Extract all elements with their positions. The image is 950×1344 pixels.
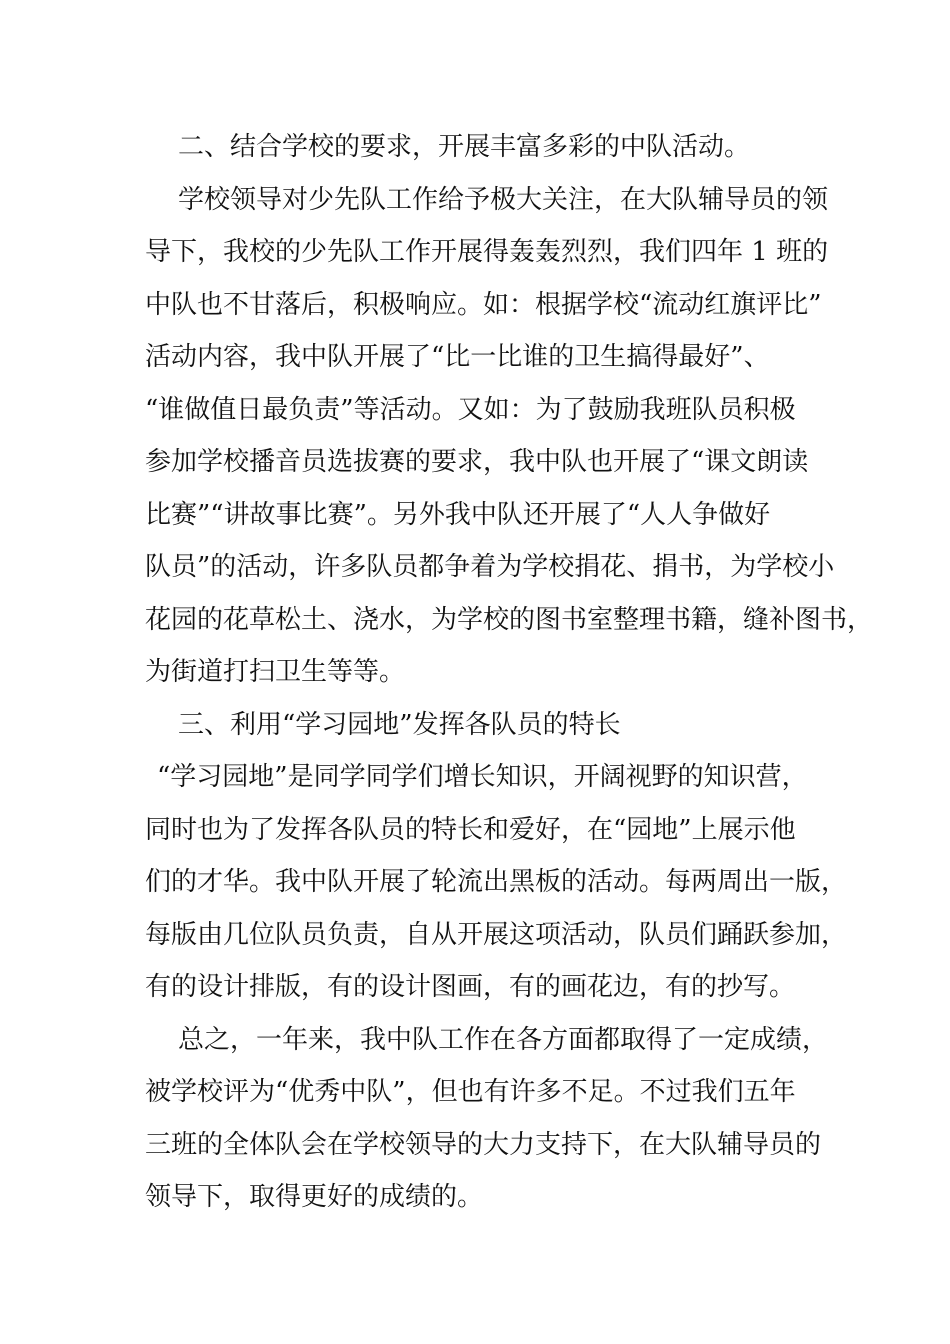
text-line: 领导下，取得更好的成绩的。: [145, 1182, 484, 1212]
section-heading-three: [145, 699, 810, 752]
section-heading-two: [145, 121, 810, 174]
text-line: 导下，我校的少先队工作开展得轰轰烈烈，我们四年 1 班的: [145, 237, 829, 267]
text-line: 三、利用“学习园地”发挥各队员的特长: [178, 709, 621, 740]
paragraph-summary: [145, 1014, 829, 1224]
text-line: “学习园地”是同学同学们增长知识，开阔视野的知识营，: [157, 762, 808, 792]
text-line: 比赛”“讲故事比赛”。另外我中队还开展了“人人争做好: [145, 499, 771, 530]
text-line: 被学校评为“优秀中队”，但也有许多不足。不过我们五年: [145, 1077, 796, 1107]
text-line: 每版由几位队员负责，自从开展这项活动，队员们踊跃参加，: [145, 919, 848, 950]
text-line: 学校领导对少先队工作给予极大关注，在大队辅导员的领: [178, 184, 829, 215]
document-body: [145, 121, 874, 1224]
paragraph-activities: [145, 174, 874, 699]
text-line: “谁做值日最负责”等活动。又如：为了鼓励我班队员积极: [145, 394, 796, 425]
text-line: 队员”的活动，许多队员都争着为学校捐花、捐书，为学校小: [145, 552, 835, 582]
text-line: 参加学校播音员选拔赛的要求，我中队也开展了“课文朗读: [145, 447, 809, 477]
text-line: 总之，一年来，我中队工作在各方面都取得了一定成绩，: [178, 1024, 829, 1055]
text-line: 二、结合学校的要求，开展丰富多彩的中队活动。: [178, 132, 751, 162]
text-line: 为街道打扫卫生等等。: [145, 657, 406, 687]
text-line: 同时也为了发挥各队员的特长和爱好，在“园地”上展示他: [145, 814, 796, 845]
text-line: 们的才华。我中队开展了轮流出黑板的活动。每两周出一版，: [145, 867, 848, 897]
text-line: 有的设计排版，有的设计图画，有的画花边，有的抄写。: [145, 972, 796, 1002]
paragraph-learning-garden: [145, 751, 848, 1014]
text-line: 花园的花草松土、浇水，为学校的图书室整理书籍，缝补图书，: [145, 604, 874, 635]
text-line: 三班的全体队会在学校领导的大力支持下，在大队辅导员的: [145, 1129, 822, 1160]
text-line: 中队也不甘落后，积极响应。如：根据学校“流动红旗评比”: [145, 289, 822, 320]
text-line: 活动内容，我中队开展了“比一比谁的卫生搞得最好”、: [145, 342, 770, 372]
